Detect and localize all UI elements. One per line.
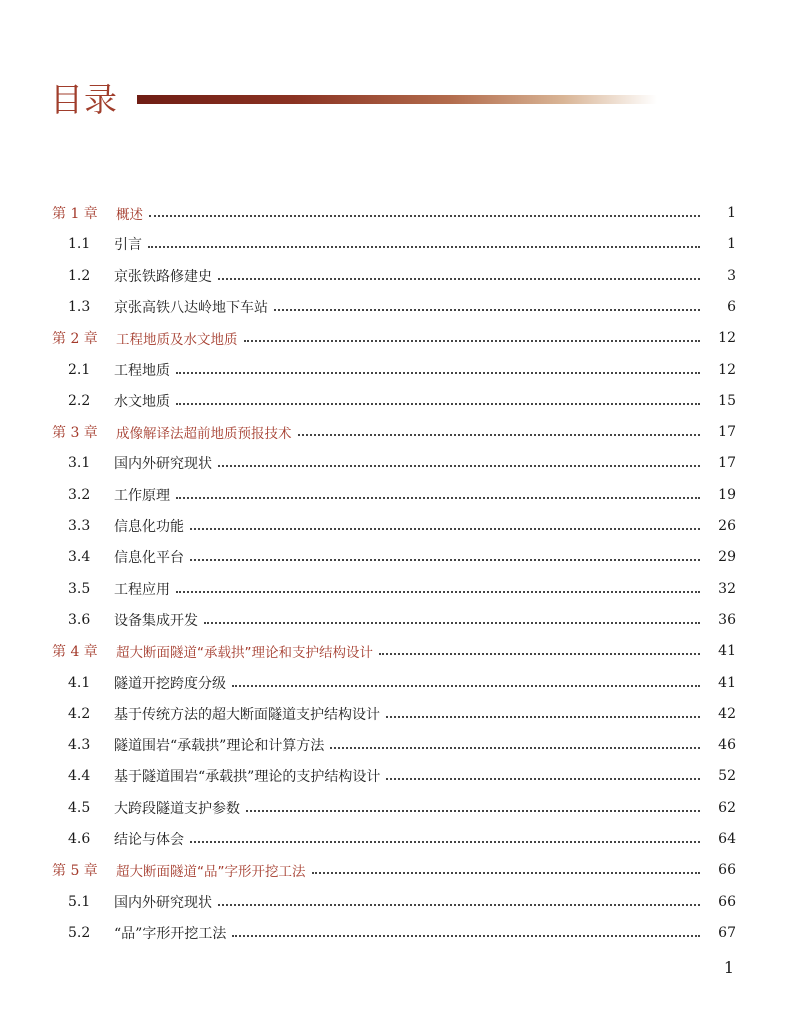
- toc-entry-title: 结论与体会: [114, 832, 184, 848]
- toc-entry-title: 基于隧道围岩“承载拱”理论的支护结构设计: [114, 769, 381, 786]
- dot-leader: [176, 591, 700, 593]
- dot-leader: [190, 528, 700, 530]
- toc-entry-page: 46: [718, 737, 736, 754]
- toc-entry-title: 概述: [116, 207, 143, 223]
- toc-entry-title: 信息化功能: [114, 519, 184, 535]
- toc-section-entry[interactable]: [0, 701, 790, 727]
- toc-entry-title: 工程地质及水文地质: [116, 332, 238, 349]
- dot-leader: [176, 497, 700, 499]
- dot-leader: [176, 372, 700, 374]
- toc-chapter-entry[interactable]: [0, 419, 790, 445]
- dot-leader: [148, 246, 700, 248]
- page-title: 目录: [50, 80, 118, 119]
- toc-section-entry[interactable]: [0, 294, 790, 320]
- toc-entry-title: 隧道围岩“承载拱”理论和计算方法: [114, 738, 325, 755]
- toc-entry-page: 36: [718, 611, 736, 628]
- toc-entry-page: 42: [718, 705, 736, 722]
- page-number: 1: [723, 958, 734, 977]
- toc-entry-page: 29: [718, 549, 736, 566]
- toc-entry-title: 工程地质: [114, 362, 170, 379]
- toc-entry-title: 大跨段隧道支护参数: [114, 800, 240, 817]
- toc-entry-title: 设备集成开发: [114, 612, 198, 629]
- dot-leader: [246, 810, 700, 812]
- toc-entry-number: 3.1: [68, 455, 91, 472]
- dot-leader: [218, 278, 700, 280]
- toc-entry-number: 3.6: [68, 611, 91, 628]
- toc-section-entry[interactable]: [0, 732, 790, 758]
- toc-entry-title: “品”字形开挖工法: [114, 925, 227, 942]
- toc-section-entry[interactable]: [0, 795, 790, 821]
- dot-leader: [386, 778, 700, 780]
- toc-section-entry[interactable]: [0, 763, 790, 789]
- toc-entry-number: 2.1: [68, 361, 91, 378]
- toc-entry-title: 工程应用: [114, 581, 170, 598]
- toc-entry-number: 4.3: [68, 737, 91, 754]
- toc-entry-page: 17: [718, 455, 736, 472]
- toc-entry-number: 1.1: [68, 236, 91, 253]
- toc-entry-number: 4.4: [68, 768, 91, 785]
- toc-entry-title: 引言: [114, 237, 142, 254]
- toc-entry-title: 超大断面隧道“品”字形开挖工法: [116, 864, 306, 881]
- dot-leader: [218, 465, 700, 467]
- toc-entry-title: 基于传统方法的超大断面隧道支护结构设计: [114, 706, 380, 723]
- toc-entry-number: 1.3: [68, 298, 91, 315]
- toc-entry-number: 2.2: [68, 392, 91, 409]
- dot-leader: [379, 653, 700, 655]
- toc-entry-page: 26: [718, 518, 736, 534]
- toc-entry-number: 5.2: [68, 924, 91, 941]
- toc-entry-title: 成像解译法超前地质预报技术: [116, 426, 292, 443]
- toc-entry-page: 3: [727, 267, 736, 284]
- toc-section-entry[interactable]: [0, 826, 790, 852]
- toc-chapter-entry[interactable]: [0, 857, 790, 883]
- toc-section-entry[interactable]: [0, 388, 790, 414]
- toc-entry-number: 5.1: [68, 893, 91, 910]
- toc-entry-number: 3.5: [68, 580, 91, 597]
- toc-entry-title: 水文地质: [114, 393, 170, 410]
- dot-leader: [330, 747, 700, 749]
- toc-section-entry[interactable]: [0, 544, 790, 570]
- toc-entry-number: 1.2: [68, 267, 91, 284]
- toc-entry-title: 隧道开挖跨度分级: [114, 675, 226, 692]
- toc-entry-page: 66: [718, 893, 736, 910]
- toc-entry-number: 4.5: [68, 799, 91, 816]
- dot-leader: [244, 340, 701, 342]
- dot-leader: [190, 841, 700, 843]
- toc-entry-title: 京张高铁八达岭地下车站: [114, 299, 268, 316]
- toc-entry-page: 52: [718, 768, 736, 785]
- toc-entry-number: 第 1 章: [52, 206, 98, 222]
- toc-section-entry[interactable]: [0, 482, 790, 508]
- dot-leader: [386, 716, 700, 718]
- toc-entry-title: 京张铁路修建史: [114, 268, 212, 285]
- toc-section-entry[interactable]: [0, 670, 790, 696]
- toc-entry-title: 信息化平台: [114, 550, 184, 567]
- toc-entry-page: 32: [718, 580, 736, 597]
- dot-leader: [149, 215, 700, 217]
- dot-leader: [274, 309, 700, 311]
- toc-entry-page: 1: [727, 205, 736, 221]
- toc-section-entry[interactable]: [0, 607, 790, 633]
- toc-entry-page: 64: [718, 831, 736, 847]
- toc-entry-page: 19: [718, 486, 736, 503]
- toc-entry-number: 3.3: [68, 518, 91, 534]
- toc-section-entry[interactable]: [0, 513, 790, 539]
- toc-entry-number: 第 3 章: [52, 425, 98, 442]
- toc-entry-page: 62: [718, 799, 736, 816]
- toc-section-entry[interactable]: [0, 889, 790, 915]
- toc-section-entry[interactable]: [0, 231, 790, 257]
- toc-entry-page: 41: [718, 643, 736, 660]
- toc-section-entry[interactable]: [0, 576, 790, 602]
- toc-entry-number: 第 2 章: [52, 331, 98, 348]
- toc-entry-number: 4.6: [68, 831, 91, 847]
- dot-leader: [312, 872, 701, 874]
- toc-section-entry[interactable]: [0, 263, 790, 289]
- title-rule: [137, 95, 657, 104]
- toc-entry-number: 第 5 章: [52, 863, 98, 880]
- dot-leader: [232, 685, 700, 687]
- dot-leader: [204, 622, 700, 624]
- toc-entry-number: 3.4: [68, 549, 91, 566]
- dot-leader: [232, 935, 700, 937]
- toc-entry-page: 6: [727, 298, 736, 315]
- toc-entry-page: 12: [718, 361, 736, 378]
- toc-entry-page: 67: [718, 924, 736, 941]
- toc-entry-page: 15: [718, 392, 736, 409]
- toc-entry-page: 17: [718, 424, 736, 441]
- toc-entry-title: 国内外研究现状: [114, 894, 212, 911]
- toc-entry-title: 超大断面隧道“承载拱”理论和支护结构设计: [116, 645, 373, 662]
- dot-leader: [218, 904, 700, 906]
- toc-section-entry[interactable]: [0, 357, 790, 383]
- toc-entry-page: 12: [718, 330, 736, 347]
- toc-chapter-entry[interactable]: [0, 200, 790, 226]
- toc-entry-number: 第 4 章: [52, 644, 98, 661]
- toc-entry-number: 4.1: [68, 674, 91, 691]
- toc-entry-page: 1: [727, 236, 736, 253]
- toc-chapter-entry[interactable]: [0, 638, 790, 664]
- toc-entry-number: 3.2: [68, 486, 91, 503]
- toc-section-entry[interactable]: [0, 920, 790, 946]
- toc-section-entry[interactable]: [0, 450, 790, 476]
- toc-entry-number: 4.2: [68, 705, 91, 722]
- dot-leader: [298, 434, 701, 436]
- toc-entry-title: 工作原理: [114, 487, 170, 504]
- dot-leader: [190, 559, 700, 561]
- dot-leader: [176, 403, 700, 405]
- toc-entry-title: 国内外研究现状: [114, 456, 212, 473]
- toc-entry-page: 41: [718, 674, 736, 691]
- toc-chapter-entry[interactable]: [0, 325, 790, 351]
- toc-entry-page: 66: [718, 862, 736, 879]
